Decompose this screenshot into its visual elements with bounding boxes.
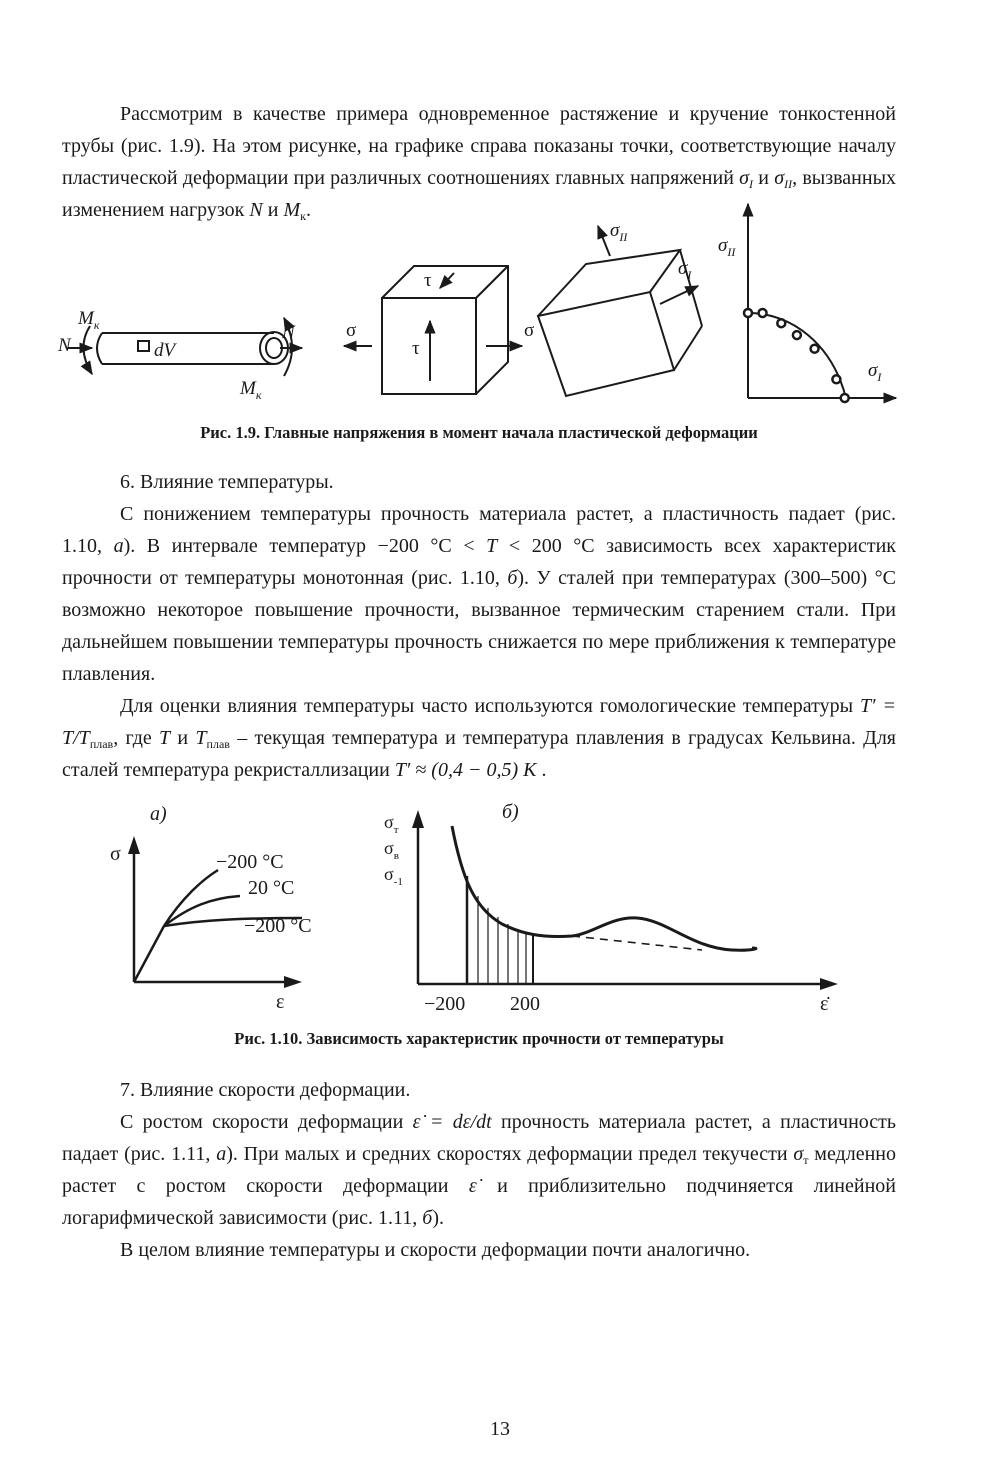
label-sigma-left: σ: [346, 320, 357, 341]
plot-a-curve-2: 20 °С: [248, 877, 295, 899]
label-sigma-ii: $\sigma_{II}$: [610, 220, 628, 244]
figure-1-10: [62, 798, 896, 1034]
yield-point-4: [811, 345, 819, 353]
label-sigma-right: σ: [524, 320, 535, 341]
tube-diagram: [68, 318, 302, 376]
yield-point-6: [841, 394, 849, 402]
heading-temperature: 6. Влияние температуры.: [120, 471, 334, 493]
label-tau-top: τ: [424, 270, 432, 291]
plot-a-y-axis: σ: [110, 843, 121, 865]
cube-element: [344, 266, 522, 394]
plot-b-x-axis: ε̇: [820, 993, 829, 1015]
label-dv: dV: [154, 340, 176, 361]
figure-1-9: [58, 220, 896, 426]
plot-a-label: а): [150, 803, 167, 825]
rotated-cube: [538, 226, 702, 396]
page-content: [58, 98, 897, 1266]
yield-point-5: [832, 375, 840, 383]
page-number: 13: [490, 1418, 510, 1440]
plot-a-curve-3: −200 °С: [244, 915, 312, 937]
caption-fig-1-10: Рис. 1.10. Зависимость характеристик прочности от температуры: [234, 1029, 724, 1048]
plot-a-x-axis: ε: [276, 991, 285, 1013]
yield-point-0: [744, 309, 752, 317]
label-mk-bottom: $M_к$: [240, 378, 262, 402]
plot-b-tick-1: −200: [424, 993, 466, 1015]
heading-strain-rate: 7. Влияние скорости деформации.: [120, 1079, 411, 1101]
label-n-left: N: [58, 335, 71, 356]
plot-b-label: б): [502, 801, 519, 823]
axis-label-sigma-i: $\sigma_I$: [868, 360, 882, 384]
plot-b-tick-2: 200: [510, 993, 540, 1015]
plot-b-y1: $\sigma_т$: [384, 812, 399, 836]
label-mk-top: $M_к$: [78, 308, 100, 332]
axis-label-sigma-ii: $\sigma_{II}$: [718, 235, 736, 259]
paragraph-strain-rate: С ростом скорости деформации ε̇ = dε/dt прочность материала растет, а пластичность падает (рис. 1.11, а). При малых и средних скоростях деформации предел текучести $\sigma_т$ медленно растет с ростом скорости деформации ε̇ и приблизительно подчиняется линейной логарифмической зависимости (рис. 1.11, б).: [62, 1111, 897, 1229]
label-n-right: N: [282, 322, 295, 343]
label-tau-front: τ: [412, 338, 420, 359]
paragraph-homologous: Для оценки влияния температуры часто используются гомологические температуры $T' = T/T_{плав}$, где T и $T_{плав}$ – текущая температура и температура плавления в градусах Кельвина. Для сталей температура рекристаллизации T′ ≈ (0,4 − 0,5) K .: [62, 695, 897, 781]
paragraph-conclusion: В целом влияние температуры и скорости деформации почти аналогично.: [120, 1239, 751, 1261]
paragraph-intro: Рассмотрим в качестве примера одновременное растяжение и кручение тонкостенной трубы (рис. 1.9). На этом рисунке, на графике справа показаны точки, соответствующие началу пластической деформации при различных соотношениях главных напряжений $\sigma_I$ и $\sigma_{II}$, вызванных изменением нагрузок N и $M_к$.: [62, 103, 897, 223]
plot-b-y3: $\sigma_{-1}$: [384, 864, 403, 888]
plot-a-curve-1: −200 °С: [216, 851, 284, 873]
paragraph-temperature: С понижением температуры прочность материала растет, а пластичность падает (рис. 1.10, а). В интервале температур −200 °С < T < 200 °С зависимость всех характеристик прочности от температуры монотонная (рис. 1.10, б). У сталей при температурах (300–500) °С возможно некоторое повышение прочности, вызванное термическим старением стали. При дальнейшем повышении температуры прочность снижается по мере приближения к температуре плавления.: [62, 503, 897, 685]
plot-b: [412, 810, 838, 990]
label-sigma-i: $\sigma_I$: [678, 258, 692, 282]
yield-point-3: [793, 331, 801, 339]
caption-fig-1-9: Рис. 1.9. Главные напряжения в момент начала пластической деформации: [200, 423, 758, 442]
plot-b-y2: $\sigma_в$: [384, 838, 399, 862]
yield-point-2: [777, 319, 785, 327]
yield-point-1: [759, 309, 767, 317]
